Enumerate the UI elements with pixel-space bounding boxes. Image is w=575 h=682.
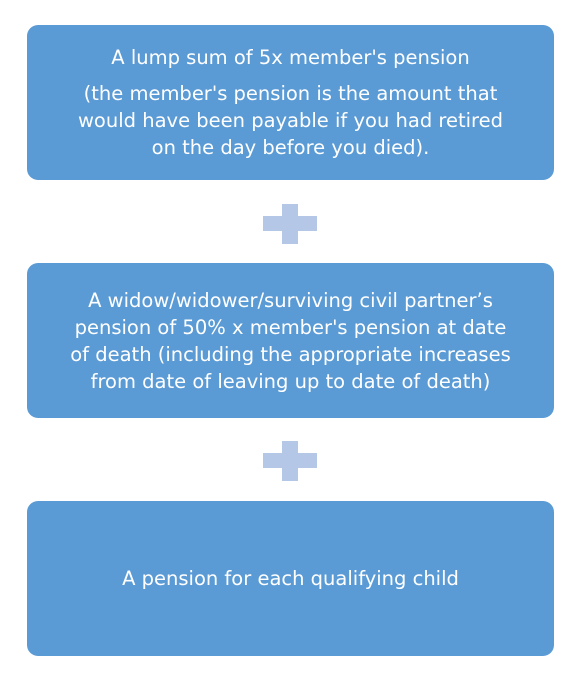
partner-pension-line-3: of death (including the appropriate increases bbox=[70, 342, 511, 366]
lump-sum-title: A lump sum of 5x member's pension bbox=[111, 46, 470, 69]
partner-pension-line-2: pension of 50% x member's pension at date bbox=[74, 315, 507, 339]
partner-pension-line-4: from date of leaving up to date of death) bbox=[90, 369, 491, 393]
child-pension-box bbox=[27, 501, 554, 656]
child-pension-text: A pension for each qualifying child bbox=[122, 567, 459, 590]
plus-icon bbox=[263, 204, 317, 244]
plus-icon-vertical-bar bbox=[282, 204, 298, 244]
lump-sum-note-line-1: (the member's pension is the amount that bbox=[83, 82, 498, 105]
partner-pension-box bbox=[27, 263, 554, 418]
lump-sum-box bbox=[27, 25, 554, 180]
lump-sum-note-line-3: on the day before you died). bbox=[151, 136, 430, 159]
plus-icon bbox=[263, 441, 317, 481]
plus-icon-vertical-bar bbox=[282, 441, 298, 481]
partner-pension-line-1: A widow/widower/surviving civil partner’s bbox=[88, 288, 493, 312]
lump-sum-note-line-2: would have been payable if you had retired bbox=[77, 109, 504, 132]
